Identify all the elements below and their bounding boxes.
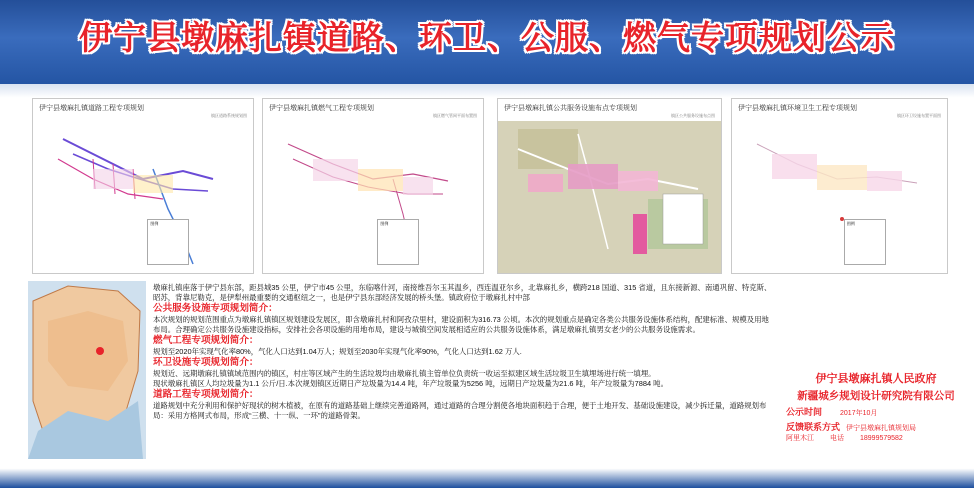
page-title: 伊宁县墩麻扎镇道路、环卫、公服、燃气专项规划公示 bbox=[79, 18, 895, 57]
panel-public-service-plan[interactable] bbox=[497, 98, 722, 274]
panel-road-title: 伊宁县墩麻扎镇道路工程专项规划 bbox=[39, 105, 144, 112]
sanitation-body: 规划近、远期墩麻扎镇镇域范围内的镇区，村庄等区域产生的生活垃圾均由墩麻扎镇主管单位负责统一收运至拟建区域生活垃圾卫生填埋场进行统一填埋。 bbox=[153, 369, 656, 378]
gas-heading: 燃气工程专项规划简介： bbox=[153, 335, 259, 346]
gas-body: 规划至2020年实现气化率80%，气化人口达到1.04万人；规划至2030年实现气化率90%，气化人口达到1.62 万人. bbox=[153, 347, 522, 356]
publisher-info bbox=[786, 370, 966, 443]
phone-row bbox=[786, 433, 966, 443]
phone-number: 18999579582 bbox=[860, 435, 903, 442]
publish-time-label: 公示时间 bbox=[786, 407, 823, 417]
description-text bbox=[153, 283, 773, 421]
public-service-body: 本次规划的规划范围重点为墩麻扎镇镇区规划建设发展区，即含墩麻扎村和阿孜尕里村，建设面积为316.73 公顷。本次的规划重点是确定各类公共服务设施体系结构，配建标准、规模及用地布局。合理确定公共服务设施建设指标，安排社会各项设施的用地布局，建设与城镇空间发展相适应的公共服务设施体系，满足墩麻扎镇男女老少的公共服务设施需求。 bbox=[153, 315, 769, 334]
gas-legend-title: 图例 bbox=[380, 221, 389, 226]
panel-public-service-subtitle: 镇区公共服务设施布点图 bbox=[671, 113, 715, 118]
contact-person: 阿里木江 bbox=[786, 435, 814, 442]
contact-row bbox=[786, 420, 966, 433]
road-legend-title: 图例 bbox=[150, 221, 159, 226]
contact-label: 反馈联系方式 bbox=[786, 422, 841, 432]
panel-road-subtitle: 镇区道路系统规划图 bbox=[211, 113, 247, 118]
panel-gas-subtitle: 镇区燃气管网平面布置图 bbox=[433, 113, 477, 118]
road-heading: 道路工程专项规划简介： bbox=[153, 389, 259, 400]
contact-value: 伊宁县墩麻扎镇规划局 bbox=[846, 425, 917, 432]
road-plan-map bbox=[33, 99, 253, 273]
panel-gas-title: 伊宁县墩麻扎镇燃气工程专项规划 bbox=[269, 105, 374, 112]
location-map-graphic bbox=[28, 281, 146, 459]
public-service-heading: 公共服务设施专项规划简介： bbox=[153, 303, 278, 314]
org-government: 伊宁县墩麻扎镇人民政府 bbox=[815, 373, 937, 385]
org-design-institute: 新疆城乡规划设计研究院有限公司 bbox=[797, 390, 955, 402]
gas-plan-map bbox=[263, 99, 483, 273]
sanitation-heading: 环卫设施专项规划简介： bbox=[153, 357, 259, 368]
intro-paragraph: 墩麻扎镇座落于伊宁县东部，距县城35 公里，伊宁市45 公里，东临喀什河，南接维吾尔玉其温乡，西连温亚尔乡，北靠麻扎乡，横跨218 国道、315 省道，且东接新源、南通巩留、特克斯、昭苏，背靠尼勒克，是伊犁州最重要的交通枢纽之一，也是伊宁县东部经济发展的桥头堡。镇政府位于墩麻扎村中部 bbox=[153, 283, 772, 302]
road-legend bbox=[147, 219, 189, 265]
panel-gas-plan[interactable] bbox=[262, 98, 484, 274]
publish-time-row bbox=[786, 405, 966, 418]
sanitation-legend bbox=[844, 219, 886, 265]
public-service-map bbox=[498, 99, 721, 273]
panel-public-service-title: 伊宁县墩麻扎镇公共服务设施布点专项规划 bbox=[504, 105, 637, 112]
panel-sanitation-subtitle: 镇区环卫设施布置平面图 bbox=[897, 113, 941, 118]
panel-road-plan[interactable] bbox=[32, 98, 254, 274]
publish-time-value: 2017年10月 bbox=[840, 410, 878, 417]
location-map bbox=[28, 281, 146, 459]
gas-legend bbox=[377, 219, 419, 265]
sanitation-body-2: 现状墩麻扎镇区人均垃圾量为1.1 公斤/日.本次规划镇区近期日产垃圾量为14.4 吨，年产垃圾量为5256 吨，远期日产垃圾量为21.6 吨，年产垃圾量为7884 吨。 bbox=[153, 379, 668, 388]
sanitation-legend-title: 图例 bbox=[846, 221, 855, 226]
road-body: 道路规划中充分利用和保护好现状的树木植被，在原有的道路基础上继续完善道路网，通过道路的合理分割使各地块面积趋于合理，便于土地开发、基础设施建设，减少拆迁量，道路规划布局：采用方格网式布局，形成“三横、十一纵、一环”的道路骨架。 bbox=[153, 401, 767, 420]
panel-sanitation-title: 伊宁县墩麻扎镇环境卫生工程专项规划 bbox=[738, 105, 857, 112]
sanitation-map bbox=[732, 99, 947, 273]
phone-label: 电话 bbox=[830, 435, 844, 442]
panel-sanitation-plan[interactable] bbox=[731, 98, 948, 274]
